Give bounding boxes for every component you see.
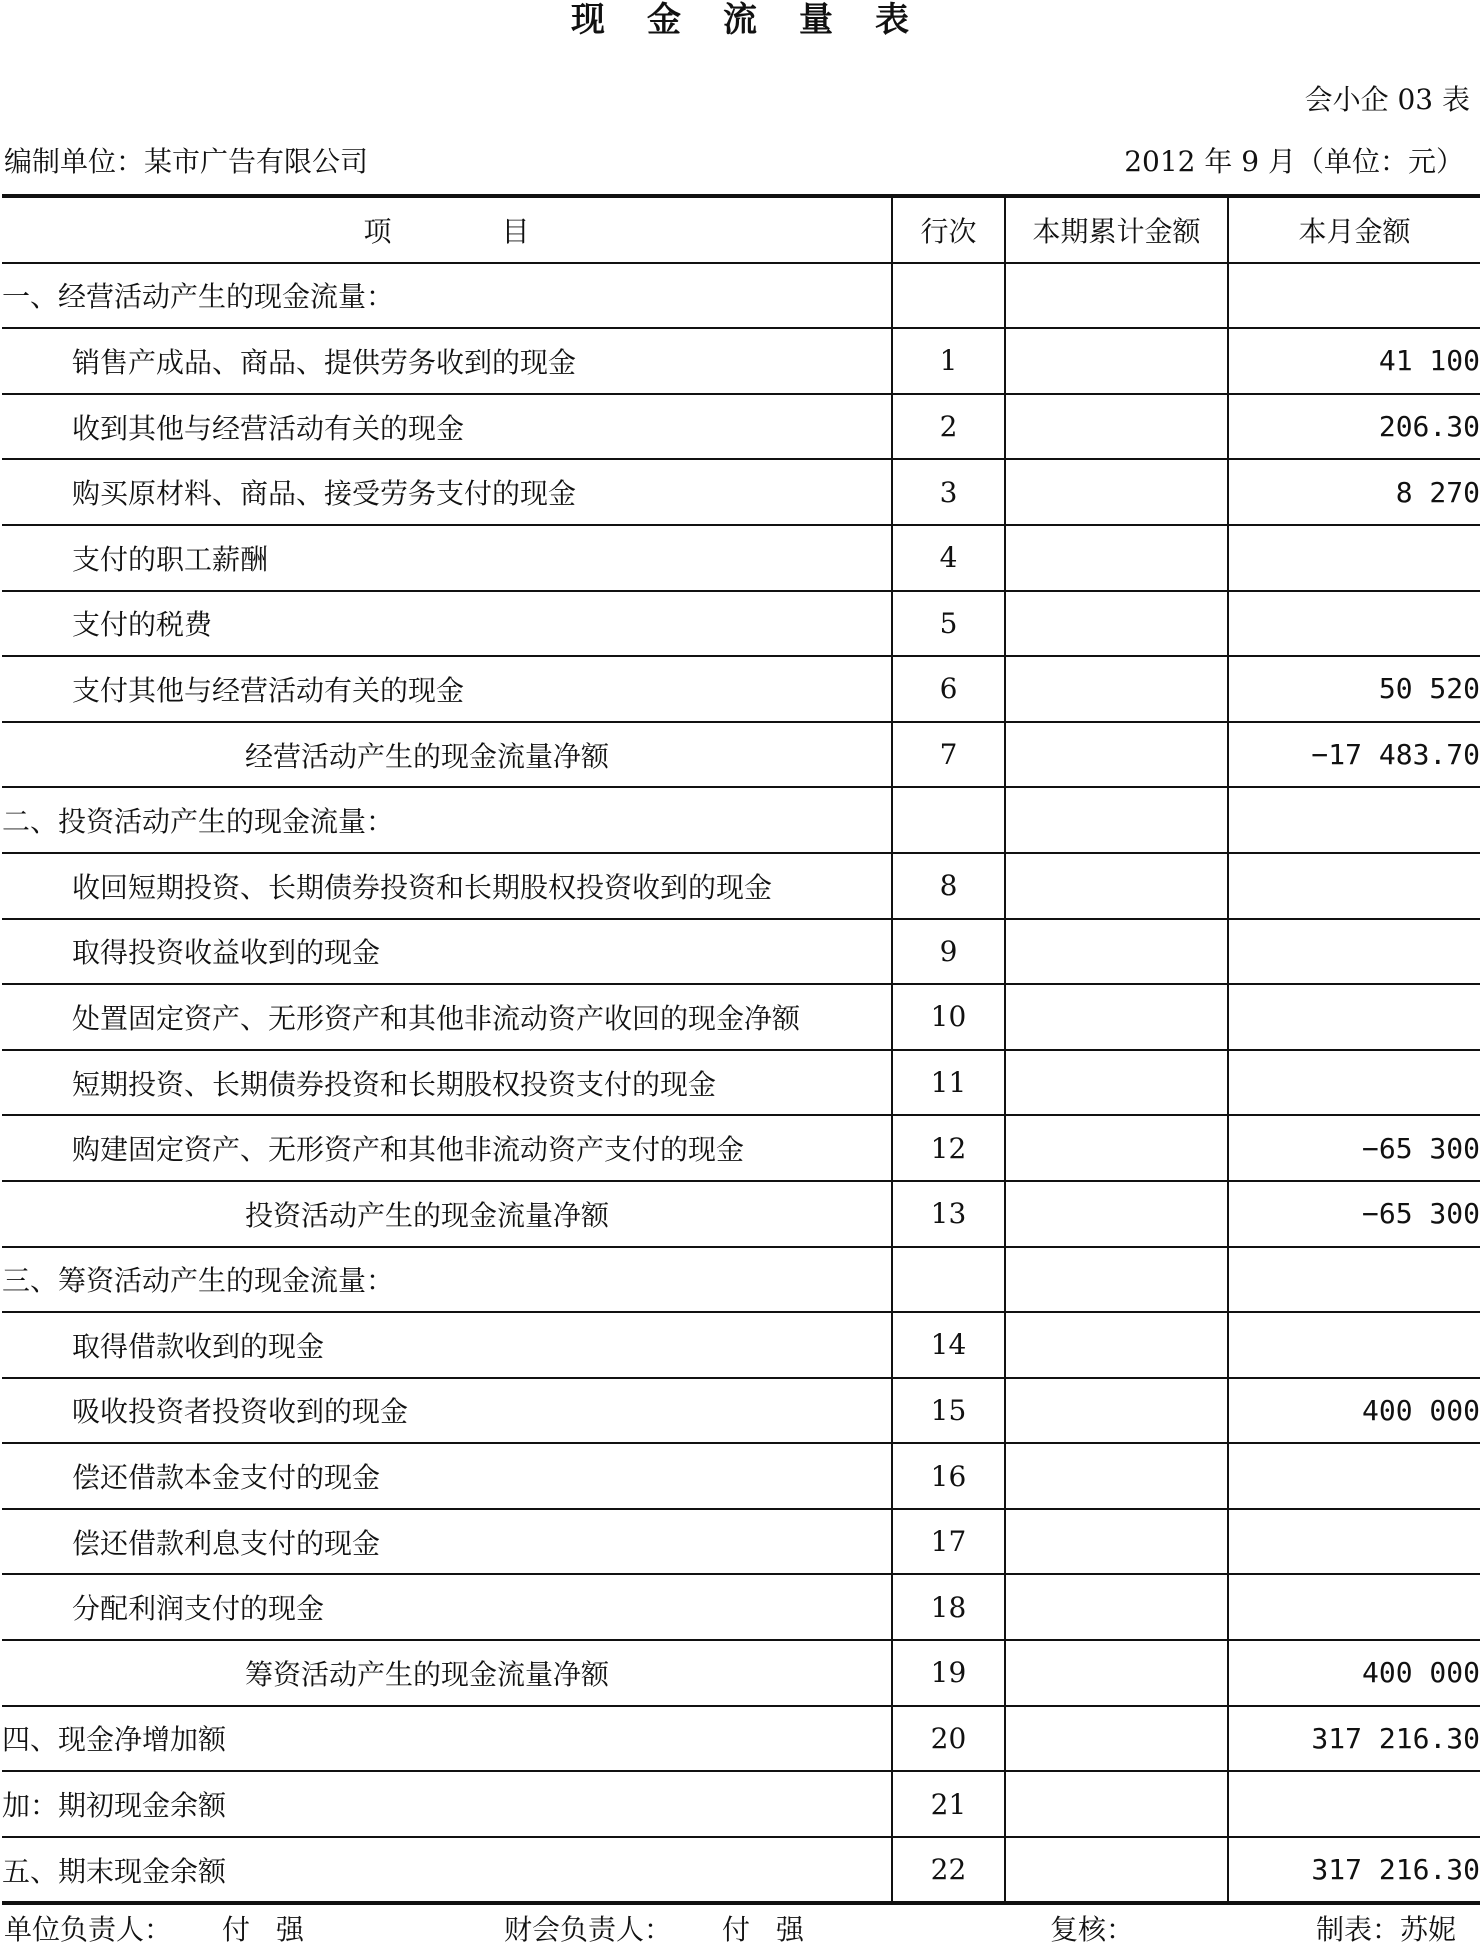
row-month-amount: 400 000 bbox=[1228, 1378, 1480, 1444]
row-cumulative-amount bbox=[1005, 1509, 1228, 1575]
table-row bbox=[2, 1247, 1480, 1313]
row-item-label: 短期投资、长期债券投资和长期股权投资支付的现金 bbox=[2, 1050, 892, 1116]
column-header-month: 本月金额 bbox=[1228, 196, 1480, 263]
table-row bbox=[2, 1050, 1480, 1116]
row-cumulative-amount bbox=[1005, 1640, 1228, 1706]
row-month-amount bbox=[1228, 263, 1480, 329]
row-item-label: 支付的税费 bbox=[2, 591, 892, 657]
table-row bbox=[2, 1312, 1480, 1378]
row-line-number: 19 bbox=[892, 1640, 1005, 1706]
table-row bbox=[2, 656, 1480, 722]
row-line-number: 12 bbox=[892, 1115, 1005, 1181]
table-row bbox=[2, 1443, 1480, 1509]
row-line-number: 16 bbox=[892, 1443, 1005, 1509]
row-item-label: 四、现金净增加额 bbox=[2, 1706, 892, 1772]
row-month-amount: 400 000 bbox=[1228, 1640, 1480, 1706]
row-line-number bbox=[892, 787, 1005, 853]
row-month-amount bbox=[1228, 787, 1480, 853]
row-month-amount: 206.30 bbox=[1228, 394, 1480, 460]
row-item-label: 筹资活动产生的现金流量净额 bbox=[2, 1640, 892, 1706]
table-header-row bbox=[2, 196, 1480, 263]
row-item-label: 吸收投资者投资收到的现金 bbox=[2, 1378, 892, 1444]
row-item-label: 三、筹资活动产生的现金流量： bbox=[2, 1247, 892, 1313]
row-cumulative-amount bbox=[1005, 525, 1228, 591]
row-cumulative-amount bbox=[1005, 263, 1228, 329]
row-item-label: 五、期末现金余额 bbox=[2, 1837, 892, 1904]
row-line-number: 17 bbox=[892, 1509, 1005, 1575]
table-row bbox=[2, 853, 1480, 919]
row-cumulative-amount bbox=[1005, 328, 1228, 394]
row-item-label: 二、投资活动产生的现金流量： bbox=[2, 787, 892, 853]
row-line-number: 21 bbox=[892, 1771, 1005, 1837]
row-item-label: 偿还借款本金支付的现金 bbox=[2, 1443, 892, 1509]
row-month-amount: −17 483.70 bbox=[1228, 722, 1480, 788]
row-item-label: 偿还借款利息支付的现金 bbox=[2, 1509, 892, 1575]
column-header-item-label: 项 目 bbox=[363, 214, 530, 248]
table-row bbox=[2, 394, 1480, 460]
page-title: 现金流量表 bbox=[571, 0, 951, 40]
row-item-label: 支付其他与经营活动有关的现金 bbox=[2, 656, 892, 722]
row-cumulative-amount bbox=[1005, 1115, 1228, 1181]
row-line-number bbox=[892, 263, 1005, 329]
row-item-label: 销售产成品、商品、提供劳务收到的现金 bbox=[2, 328, 892, 394]
row-month-amount bbox=[1228, 1247, 1480, 1313]
row-item-label: 购建固定资产、无形资产和其他非流动资产支付的现金 bbox=[2, 1115, 892, 1181]
unit-head-name: 付强 bbox=[222, 1913, 331, 1946]
table-row bbox=[2, 1378, 1480, 1444]
table-row bbox=[2, 919, 1480, 985]
reporting-unit: 编制单位：某市广告有限公司 bbox=[4, 145, 369, 178]
row-item-label: 支付的职工薪酬 bbox=[2, 525, 892, 591]
row-cumulative-amount bbox=[1005, 853, 1228, 919]
table-row bbox=[2, 722, 1480, 788]
row-month-amount bbox=[1228, 1771, 1480, 1837]
row-item-label: 加：期初现金余额 bbox=[2, 1771, 892, 1837]
table-row bbox=[2, 1706, 1480, 1772]
row-line-number: 5 bbox=[892, 591, 1005, 657]
finance-head-name: 付强 bbox=[722, 1913, 831, 1946]
table-row bbox=[2, 1509, 1480, 1575]
row-cumulative-amount bbox=[1005, 591, 1228, 657]
finance-head-label: 财会负责人： bbox=[504, 1913, 673, 1946]
row-line-number: 15 bbox=[892, 1378, 1005, 1444]
row-line-number: 2 bbox=[892, 394, 1005, 460]
signature-footer bbox=[4, 1908, 1478, 1946]
row-cumulative-amount bbox=[1005, 1574, 1228, 1640]
row-month-amount: −65 300 bbox=[1228, 1115, 1480, 1181]
row-item-label: 一、经营活动产生的现金流量： bbox=[2, 263, 892, 329]
row-cumulative-amount bbox=[1005, 1706, 1228, 1772]
table-row bbox=[2, 1181, 1480, 1247]
column-header-item bbox=[2, 196, 892, 263]
row-item-label: 分配利润支付的现金 bbox=[2, 1574, 892, 1640]
table-row bbox=[2, 787, 1480, 853]
table-row bbox=[2, 459, 1480, 525]
row-line-number: 13 bbox=[892, 1181, 1005, 1247]
row-cumulative-amount bbox=[1005, 656, 1228, 722]
row-item-label: 收到其他与经营活动有关的现金 bbox=[2, 394, 892, 460]
row-line-number: 18 bbox=[892, 1574, 1005, 1640]
row-line-number: 8 bbox=[892, 853, 1005, 919]
row-cumulative-amount bbox=[1005, 1247, 1228, 1313]
row-month-amount: 317 216.30 bbox=[1228, 1706, 1480, 1772]
row-cumulative-amount bbox=[1005, 722, 1228, 788]
table-row bbox=[2, 1771, 1480, 1837]
row-line-number: 7 bbox=[892, 722, 1005, 788]
row-month-amount bbox=[1228, 853, 1480, 919]
row-month-amount: 8 270 bbox=[1228, 459, 1480, 525]
row-cumulative-amount bbox=[1005, 1378, 1228, 1444]
row-cumulative-amount bbox=[1005, 787, 1228, 853]
row-cumulative-amount bbox=[1005, 919, 1228, 985]
row-line-number: 22 bbox=[892, 1837, 1005, 1904]
row-month-amount bbox=[1228, 1443, 1480, 1509]
reviewer-label: 复核： bbox=[1050, 1913, 1135, 1946]
row-item-label: 处置固定资产、无形资产和其他非流动资产收回的现金净额 bbox=[2, 984, 892, 1050]
row-cumulative-amount bbox=[1005, 1443, 1228, 1509]
row-item-label: 收回短期投资、长期债券投资和长期股权投资收到的现金 bbox=[2, 853, 892, 919]
row-line-number bbox=[892, 1247, 1005, 1313]
row-cumulative-amount bbox=[1005, 1837, 1228, 1904]
table-row bbox=[2, 525, 1480, 591]
row-line-number: 6 bbox=[892, 656, 1005, 722]
row-item-label: 取得投资收益收到的现金 bbox=[2, 919, 892, 985]
row-line-number: 1 bbox=[892, 328, 1005, 394]
row-month-amount: −65 300 bbox=[1228, 1181, 1480, 1247]
row-item-label: 经营活动产生的现金流量净额 bbox=[2, 722, 892, 788]
row-item-label: 投资活动产生的现金流量净额 bbox=[2, 1181, 892, 1247]
table-row bbox=[2, 328, 1480, 394]
unit-head-label: 单位负责人： bbox=[4, 1913, 173, 1946]
column-header-cumulative: 本期累计金额 bbox=[1005, 196, 1228, 263]
report-period: 2012 年 9 月（单位：元） bbox=[1124, 145, 1464, 178]
table-row bbox=[2, 1640, 1480, 1706]
row-cumulative-amount bbox=[1005, 394, 1228, 460]
row-month-amount bbox=[1228, 984, 1480, 1050]
row-cumulative-amount bbox=[1005, 459, 1228, 525]
table-row bbox=[2, 591, 1480, 657]
row-cumulative-amount bbox=[1005, 1050, 1228, 1116]
row-month-amount: 41 100 bbox=[1228, 328, 1480, 394]
row-month-amount: 50 520 bbox=[1228, 656, 1480, 722]
form-code: 会小企 03 表 bbox=[1304, 83, 1470, 116]
row-line-number: 3 bbox=[892, 459, 1005, 525]
row-month-amount bbox=[1228, 525, 1480, 591]
row-cumulative-amount bbox=[1005, 1771, 1228, 1837]
table-row bbox=[2, 1574, 1480, 1640]
table-row bbox=[2, 263, 1480, 329]
row-item-label: 取得借款收到的现金 bbox=[2, 1312, 892, 1378]
row-month-amount: 317 216.30 bbox=[1228, 1837, 1480, 1904]
row-line-number: 9 bbox=[892, 919, 1005, 985]
row-line-number: 11 bbox=[892, 1050, 1005, 1116]
row-month-amount bbox=[1228, 1509, 1480, 1575]
row-month-amount bbox=[1228, 1574, 1480, 1640]
table-row bbox=[2, 1115, 1480, 1181]
row-line-number: 10 bbox=[892, 984, 1005, 1050]
row-month-amount bbox=[1228, 1312, 1480, 1378]
preparer: 制表：苏妮 bbox=[1316, 1913, 1457, 1946]
row-cumulative-amount bbox=[1005, 984, 1228, 1050]
table-row bbox=[2, 1837, 1480, 1904]
cash-flow-table bbox=[2, 194, 1480, 1905]
column-header-line: 行次 bbox=[892, 196, 1005, 263]
row-line-number: 4 bbox=[892, 525, 1005, 591]
row-line-number: 14 bbox=[892, 1312, 1005, 1378]
row-month-amount bbox=[1228, 1050, 1480, 1116]
table-row bbox=[2, 984, 1480, 1050]
row-month-amount bbox=[1228, 919, 1480, 985]
row-cumulative-amount bbox=[1005, 1181, 1228, 1247]
row-cumulative-amount bbox=[1005, 1312, 1228, 1378]
row-item-label: 购买原材料、商品、接受劳务支付的现金 bbox=[2, 459, 892, 525]
row-line-number: 20 bbox=[892, 1706, 1005, 1772]
row-month-amount bbox=[1228, 591, 1480, 657]
